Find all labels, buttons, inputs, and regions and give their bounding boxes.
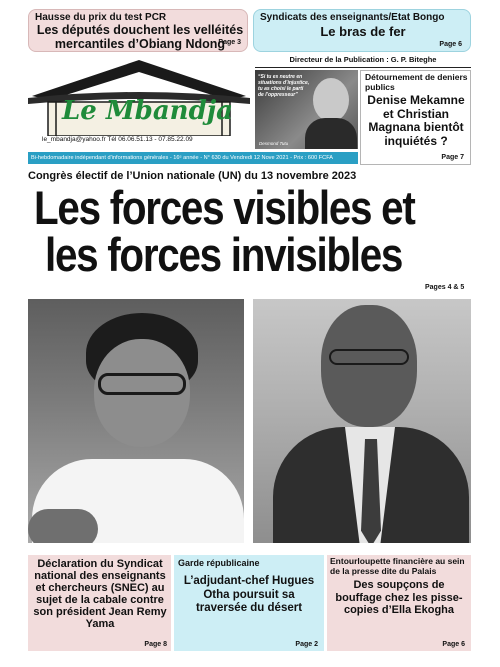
divider [255, 67, 471, 68]
photo-man-portrait [253, 299, 471, 543]
teaser-page-ref: Page 7 [441, 154, 464, 161]
teaser-teachers-union[interactable] [253, 9, 471, 52]
teaser-headline: Denise Mekamne et Christian Magnana bientôt inquiétés ? [367, 93, 465, 148]
teaser-headline: Des soupçons de bouffage chez les pisse-copies d’Ella Ekogha [335, 579, 463, 616]
teaser-headline: Déclaration du Syndicat national des enseignants et chercheurs (SNEC) au sujet de la cabale contre son président Jean Remy Yama [33, 558, 167, 630]
teaser-page-ref: Page 8 [144, 641, 167, 648]
photo-woman-portrait [28, 299, 244, 543]
teaser-page-ref: Page 6 [442, 641, 465, 648]
newspaper-logo: Le Mbandja [62, 96, 234, 126]
teaser-republican-guard[interactable] [174, 555, 324, 651]
portrait-face [313, 78, 349, 122]
photo-arm [28, 509, 98, 543]
glasses-icon [329, 349, 409, 365]
issue-info-bar: Bi-hebdomadaire indépendant d'informations générales - 16ᵉ année - N° 630 du Vendredi 12 Nove 2021 - Prix : 600 FCFA [28, 152, 358, 164]
glasses-icon [98, 373, 186, 395]
masthead [28, 56, 250, 151]
main-page-ref: Pages 4 & 5 [425, 284, 465, 291]
publication-director: Directeur de la Publication : G. P. Biteghe [289, 55, 437, 64]
teaser-kicker: Hausse du prix du test PCR [35, 12, 167, 23]
quote-author: Desmond Tutu [259, 141, 289, 146]
photo-face [321, 305, 417, 427]
contact-line: le_mbandja@yahoo.fr Tél 06.06.51.13 - 07.85.22.09 [42, 136, 193, 143]
teaser-kicker: Syndicats des enseignants/Etat Bongo [260, 12, 445, 23]
portrait-body [305, 118, 357, 149]
quote-text: “Si tu es neutre en situations d’injustice, tu as choisi le parti de l’oppresseur” [258, 74, 310, 98]
teaser-kicker: Entourloupette financière au sein de la presse dite du Palais [330, 556, 465, 576]
teaser-headline: Les députés douchent les velléités mercantiles d’Obiang Ndong [36, 23, 244, 51]
teaser-page-ref: Page 3 [218, 39, 241, 46]
teaser-kicker: Détournement de deniers publics [365, 72, 468, 92]
teaser-headline: L’adjudant-chef Hugues Otha poursuit sa traversée du désert [183, 575, 315, 614]
quote-photo [255, 70, 358, 149]
teaser-pcr-test[interactable] [28, 9, 248, 52]
main-kicker: Congrès électif de l’Union nationale (UN) du 13 novembre 2023 [28, 170, 357, 182]
teaser-palace-press[interactable] [327, 555, 471, 651]
teaser-embezzlement[interactable] [360, 70, 471, 165]
teaser-snec-declaration[interactable] [28, 555, 171, 651]
main-headline-line-1[interactable]: Les forces visibles et [34, 181, 415, 234]
teaser-page-ref: Page 6 [439, 41, 462, 48]
teaser-headline: Le bras de fer [320, 24, 406, 39]
teaser-kicker: Garde républicaine [178, 558, 260, 568]
main-headline-line-2[interactable]: les forces invisibles [45, 228, 403, 281]
teaser-page-ref: Page 2 [295, 641, 318, 648]
